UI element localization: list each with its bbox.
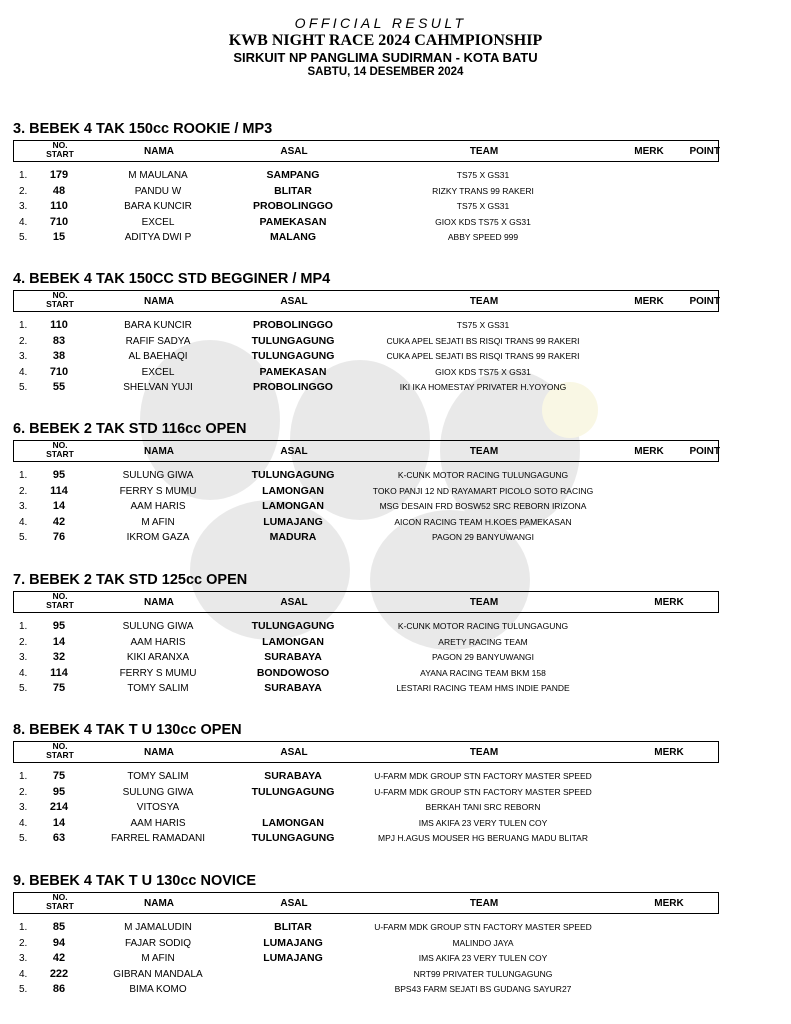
result-row [13,215,719,231]
position-number: 3. [19,351,28,362]
rider-name: M AFIN [141,516,175,528]
result-row [13,920,719,936]
rider-origin: LAMONGAN [262,500,324,512]
rider-name: GIBRAN MANDALA [113,968,203,980]
result-row [13,380,719,396]
rider-origin: TULUNGAGUNG [251,334,335,347]
team-name: ABBY SPEED 999 [447,232,519,242]
start-number: 38 [52,350,66,362]
start-number: 179 [49,169,69,181]
column-header-start: START [46,299,74,309]
result-section [13,571,719,697]
team-name: BERKAH TANI SRC REBORN [425,802,541,812]
position-number: 1. [19,320,28,331]
team-name: GIOX KDS TS75 X GS31 [435,216,531,227]
header-official-result: OFFICIAL RESULT [294,15,467,31]
team-name: MSG DESAIN FRD BOSW52 SRC REBORN IRIZONA [379,501,587,511]
start-number: 14 [52,816,66,829]
team-name: AICON RACING TEAM H.KOES PAMEKASAN [394,516,572,527]
rider-name: AAM HARIS [130,817,186,829]
team-name: GIOX KDS TS75 X GS31 [435,366,531,377]
column-header-team: TEAM [469,898,499,909]
column-header-asal: ASAL [280,597,308,608]
team-name: AYANA RACING TEAM BKM 158 [420,667,546,678]
team-name: BPS43 FARM SEJATI BS GUDANG SAYUR27 [394,984,572,994]
column-header-merk: MERK [634,296,664,307]
position-number: 3. [19,953,28,964]
position-number: 2. [19,335,28,347]
rider-origin: TULUNGAGUNG [251,785,335,798]
team-name: IMS AKIFA 23 VERY TULEN COY [418,817,548,828]
column-header-row [13,892,719,914]
start-number: 63 [52,832,66,844]
rider-origin: TULUNGAGUNG [251,832,335,844]
column-header-start: START [46,149,74,159]
position-number: 5. [19,833,28,844]
column-header-nama: NAMA [144,146,174,157]
position-number: 2. [19,937,28,949]
rider-origin: SAMPANG [266,169,320,181]
position-number: 5. [19,232,28,243]
result-row [13,468,719,484]
rider-origin: SURABAYA [264,651,322,663]
start-number: 14 [52,500,66,512]
start-number: 48 [52,184,66,197]
rider-origin: LAMONGAN [262,816,324,829]
rider-name: PANDU W [134,185,182,197]
team-name: K-CUNK MOTOR RACING TULUNGAGUNG [397,621,569,631]
result-row [13,230,719,246]
start-number: 114 [50,484,68,497]
column-header-row [13,591,719,613]
rider-name: RAFIF SADYA [125,335,191,347]
rider-name: AAM HARIS [130,501,186,512]
rider-name: TOMY SALIM [127,771,189,782]
start-number: 42 [52,952,66,964]
rider-name: AAM HARIS [130,636,186,648]
team-name: NRT99 PRIVATER TULUNGAGUNG [413,968,553,979]
result-row [13,650,719,666]
position-number: 4. [19,216,28,228]
column-header-no: NO. [52,440,68,450]
position-number: 3. [19,201,28,212]
result-section [13,872,719,998]
start-number: 15 [52,231,66,243]
position-number: 4. [19,366,28,378]
team-name: CUKA APEL SEJATI BS RISQI TRANS 99 RAKERI [386,335,580,346]
rider-origin: SURABAYA [264,682,322,694]
result-row [13,515,719,531]
rider-name: AL BAEHAQI [128,351,188,362]
column-header-team: TEAM [469,747,499,758]
team-name: ARETY RACING TEAM [438,636,528,647]
rider-origin: PROBOLINGGO [253,381,333,393]
result-row [13,484,719,500]
position-number: 2. [19,485,28,497]
column-header-row [13,290,719,312]
column-header-start: START [46,600,74,610]
rider-name: EXCEL [141,366,175,378]
position-number: 4. [19,968,28,980]
start-number: 86 [52,983,66,995]
column-header-asal: ASAL [280,296,308,307]
start-number: 75 [52,770,66,782]
result-section [13,420,719,546]
start-number: 83 [52,334,66,347]
result-row [13,800,719,816]
column-header-no: NO. [52,892,68,902]
column-header-point: POINT [689,446,720,457]
rider-origin: PAMEKASAN [259,215,327,228]
start-number: 222 [49,967,69,980]
start-number: 710 [49,365,69,378]
team-name: RIZKY TRANS 99 RAKERI [432,185,534,196]
team-name: TS75 X GS31 [456,201,510,211]
column-header-team: TEAM [469,597,499,608]
column-header-no: NO. [52,591,68,601]
result-row [13,199,719,215]
start-number: 42 [52,515,66,528]
column-header-merk: MERK [634,146,664,157]
rider-name: IKROM GAZA [126,532,190,543]
rider-name: ADITYA DWI P [124,232,192,243]
start-number: 114 [50,666,68,679]
result-row [13,951,719,967]
rider-name: BIMA KOMO [129,984,187,995]
team-name: CUKA APEL SEJATI BS RISQI TRANS 99 RAKERI [386,351,580,361]
result-row [13,769,719,785]
result-row [13,349,719,365]
column-header-team: TEAM [469,146,499,157]
position-number: 4. [19,667,28,679]
position-number: 5. [19,984,28,995]
position-number: 2. [19,185,28,197]
section-title: 9. BEBEK 4 TAK T U 130cc NOVICE [13,873,257,889]
rider-name: FAJAR SODIQ [124,937,192,949]
column-header-merk: MERK [654,597,684,608]
rider-name: SULUNG GIWA [122,786,194,798]
position-number: 4. [19,817,28,829]
column-header-asal: ASAL [280,747,308,758]
rider-name: FERRY S MUMU [119,667,197,679]
rider-name: KIKI ARANXA [126,652,190,663]
result-section [13,721,719,847]
column-header-start: START [46,901,74,911]
rider-name: TOMY SALIM [127,683,189,694]
section-title: 7. BEBEK 2 TAK STD 125cc OPEN [13,572,248,588]
position-number: 3. [19,802,28,813]
section-title: 8. BEBEK 4 TAK T U 130cc OPEN [13,722,242,738]
column-header-row [13,140,719,162]
team-name: PAGON 29 BANYUWANGI [431,652,535,662]
rider-name: SHELVAN YUJI [123,382,193,393]
column-header-nama: NAMA [144,747,174,758]
rider-name: SULUNG GIWA [122,621,194,632]
team-name: U-FARM MDK GROUP STN FACTORY MASTER SPEED [374,786,592,797]
rider-name: SULUNG GIWA [122,470,194,481]
start-number: 76 [52,531,66,543]
position-number: 1. [19,170,28,181]
start-number: 55 [52,381,66,393]
column-header-point: POINT [689,146,720,157]
rider-name: BARA KUNCIR [124,201,192,212]
start-number: 95 [52,785,66,798]
result-row [13,816,719,832]
rider-origin: LUMAJANG [263,936,323,949]
result-row [13,936,719,952]
column-header-nama: NAMA [144,446,174,457]
rider-name: BARA KUNCIR [124,320,192,331]
position-number: 1. [19,922,28,933]
position-number: 2. [19,786,28,798]
start-number: 710 [49,215,69,228]
document-header [0,14,791,80]
rider-origin: PAMEKASAN [259,365,327,378]
team-name: MPJ H.AGUS MOUSER HG BERUANG MADU BLITAR [377,833,588,843]
position-number: 1. [19,621,28,632]
start-number: 75 [52,682,66,694]
position-number: 2. [19,636,28,648]
position-number: 3. [19,652,28,663]
column-header-merk: MERK [634,446,664,457]
rider-origin: LAMONGAN [262,484,324,497]
start-number: 110 [50,319,68,331]
position-number: 1. [19,771,28,782]
rider-name: M JAMALUDIN [124,922,192,933]
column-header-start: START [46,750,74,760]
rider-origin: BLITAR [274,184,312,197]
result-row [13,967,719,983]
position-number: 1. [19,470,28,481]
result-row [13,635,719,651]
team-name: MALINDO JAYA [452,937,514,948]
start-number: 110 [50,200,68,212]
column-header-asal: ASAL [280,146,308,157]
rider-name: FERRY S MUMU [119,485,197,497]
rider-origin: TULUNGAGUNG [251,620,335,632]
result-row [13,334,719,350]
result-row [13,681,719,697]
section-title: 3. BEBEK 4 TAK 150cc ROOKIE / MP3 [13,121,273,137]
result-row [13,318,719,334]
result-row [13,499,719,515]
start-number: 94 [52,936,66,949]
column-header-asal: ASAL [280,898,308,909]
section-title: 4. BEBEK 4 TAK 150CC STD BEGGINER / MP4 [13,271,331,287]
team-name: IKI IKA HOMESTAY PRIVATER H.YOYONG [399,382,567,392]
result-row [13,666,719,682]
rider-origin: MALANG [269,231,317,243]
start-number: 85 [52,921,66,933]
column-header-team: TEAM [469,446,499,457]
result-row [13,184,719,200]
result-row [13,365,719,381]
column-header-row [13,440,719,462]
team-name: U-FARM MDK GROUP STN FACTORY MASTER SPEED [374,922,592,932]
team-name: IMS AKIFA 23 VERY TULEN COY [418,953,548,963]
rider-origin: MADURA [269,531,317,543]
rider-name: M MAULANA [128,170,188,181]
start-number: 14 [52,635,66,648]
position-number: 5. [19,683,28,694]
position-number: 5. [19,532,28,543]
column-header-nama: NAMA [144,296,174,307]
column-header-nama: NAMA [144,898,174,909]
column-header-asal: ASAL [280,446,308,457]
team-name: TS75 X GS31 [456,320,510,330]
rider-origin: SURABAYA [264,770,322,782]
team-name: U-FARM MDK GROUP STN FACTORY MASTER SPEED [374,771,592,781]
position-number: 4. [19,516,28,528]
column-header-point: POINT [689,296,720,307]
rider-origin: TULUNGAGUNG [251,469,335,481]
result-row [13,982,719,998]
start-number: 214 [49,801,69,813]
rider-origin: PROBOLINGGO [253,319,333,331]
result-row [13,530,719,546]
header-date: SABTU, 14 DESEMBER 2024 [307,66,464,78]
column-header-team: TEAM [469,296,499,307]
column-header-merk: MERK [654,747,684,758]
rider-origin: PROBOLINGGO [253,200,333,212]
team-name: PAGON 29 BANYUWANGI [431,532,535,542]
column-header-row [13,741,719,763]
team-name: LESTARI RACING TEAM HMS INDIE PANDE [396,683,570,693]
result-row [13,168,719,184]
rider-origin: LAMONGAN [262,635,324,648]
team-name: TOKO PANJI 12 ND RAYAMART PICOLO SOTO RACING [372,485,594,496]
rider-origin: BONDOWOSO [256,666,330,679]
rider-origin: LUMAJANG [263,515,323,528]
column-header-no: NO. [52,741,68,751]
column-header-no: NO. [52,140,68,150]
result-row [13,831,719,847]
position-number: 5. [19,382,28,393]
rider-origin: TULUNGAGUNG [251,350,335,362]
rider-name: M AFIN [141,953,175,964]
result-section [13,120,719,246]
column-header-no: NO. [52,290,68,300]
result-section [13,270,719,396]
header-venue: SIRKUIT NP PANGLIMA SUDIRMAN - KOTA BATU [233,50,538,65]
rider-origin: LUMAJANG [263,952,323,964]
rider-name: FARREL RAMADANI [110,833,206,844]
position-number: 3. [19,501,28,512]
start-number: 32 [52,651,66,663]
header-event-title: KWB NIGHT RACE 2024 CAHMPIONSHIP [228,32,543,49]
rider-name: EXCEL [141,216,175,228]
rider-origin: BLITAR [274,921,312,933]
column-header-nama: NAMA [144,597,174,608]
start-number: 95 [52,620,66,632]
team-name: K-CUNK MOTOR RACING TULUNGAGUNG [397,470,569,480]
rider-name: VITOSYA [136,802,180,813]
column-header-start: START [46,449,74,459]
column-header-merk: MERK [654,898,684,909]
result-row [13,785,719,801]
result-row [13,619,719,635]
start-number: 95 [52,469,66,481]
section-title: 6. BEBEK 2 TAK STD 116cc OPEN [13,421,247,437]
team-name: TS75 X GS31 [456,170,510,180]
